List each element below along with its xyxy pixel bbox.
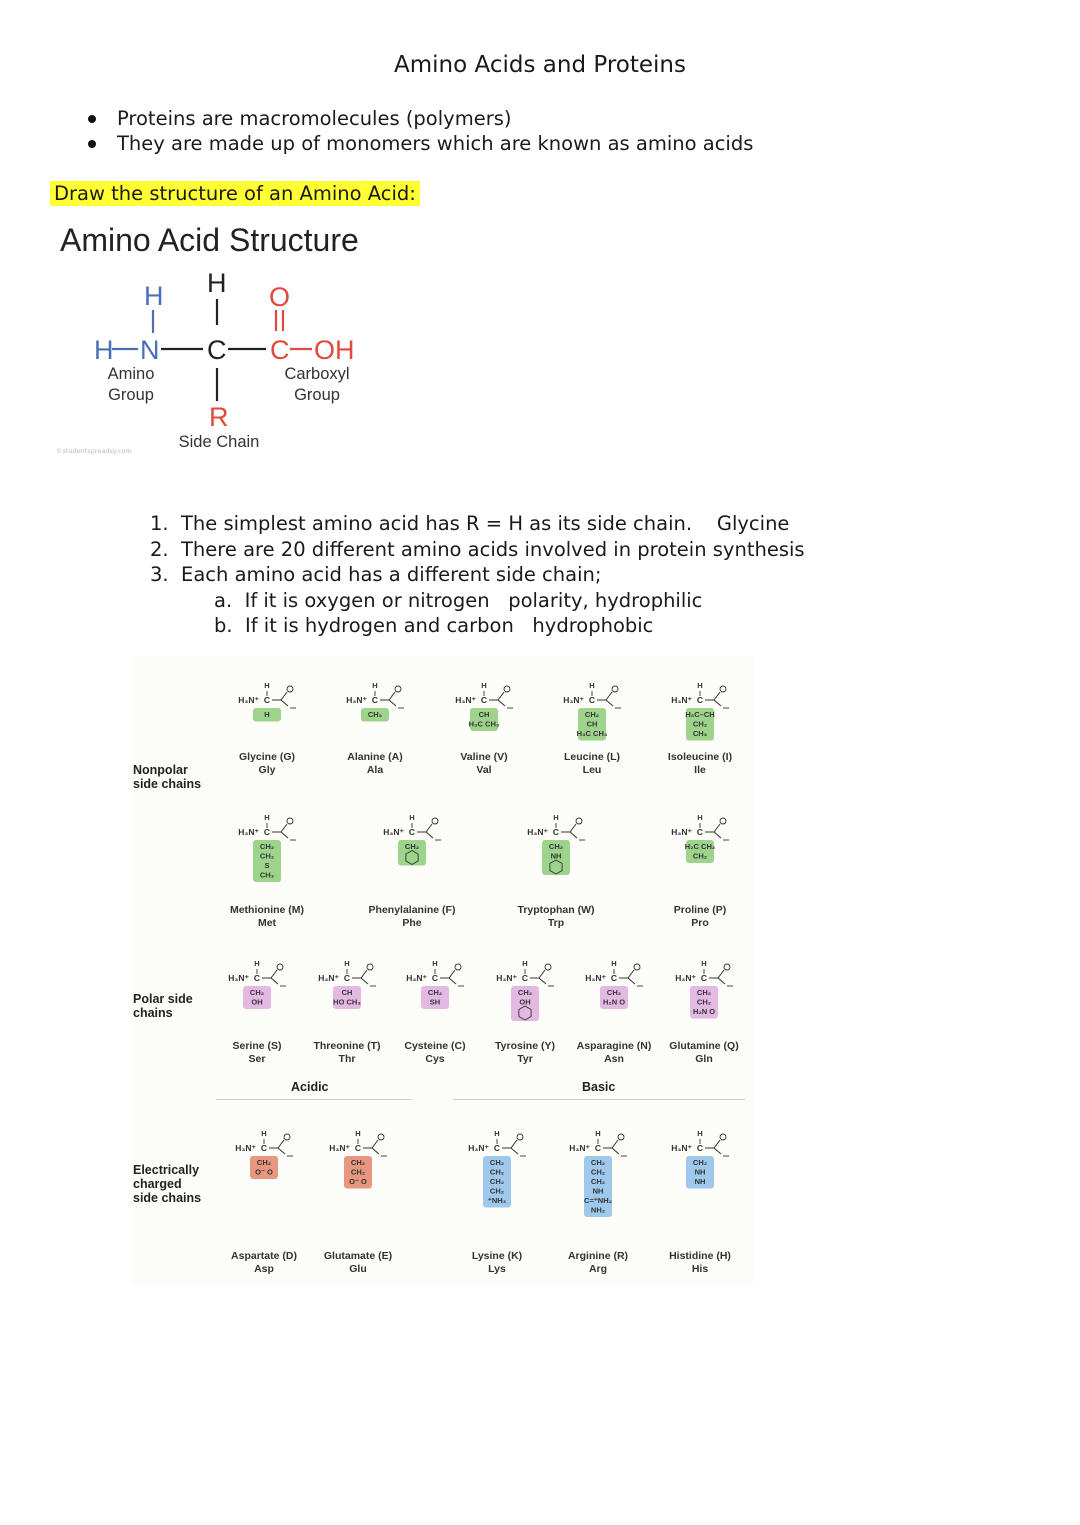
side-chain-atom: CH₂ — [259, 851, 275, 861]
carboxylate-oxygen — [504, 686, 510, 692]
side-chain-atom: CH₂ — [350, 1158, 366, 1167]
sub-list-item: b. If it is hydrogen and carbon hydrophobic — [214, 614, 654, 637]
side-chain-atom: H₃C CH₃ — [468, 719, 500, 729]
alpha-hydrogen: H — [595, 1129, 601, 1138]
document-title: Amino Acids and Proteins — [394, 52, 686, 78]
numbered-list — [150, 511, 805, 639]
side-chain-atom: CH₂ — [427, 988, 443, 997]
alpha-carbon: C — [408, 827, 416, 837]
amino-acid-molecule — [228, 959, 286, 1009]
amino-label-line2: Group — [108, 386, 154, 404]
side-chain-atom: NH₂ — [590, 1205, 606, 1215]
side-chain-atom: CH — [478, 710, 490, 719]
amino-acid-abbreviation: Trp — [547, 916, 565, 929]
alpha-hydrogen: H — [409, 813, 415, 822]
carboxylate-group — [597, 692, 613, 706]
amino-acid-name: Lysine (K) — [471, 1250, 523, 1262]
bullet-list — [88, 106, 753, 156]
amino-acid-molecule — [318, 959, 376, 1009]
side-chain-atom: CH₂ — [606, 988, 622, 997]
side-chain-atom: CH₂ — [517, 988, 533, 997]
group-label-basic: Basic — [582, 1080, 616, 1094]
amino-acid-abbreviation: Lys — [488, 1262, 506, 1275]
carboxylate-oxygen — [720, 1134, 726, 1140]
amino-acid-name: Valine (V) — [460, 751, 508, 763]
amino-acid-name: Proline (P) — [673, 904, 727, 916]
amino-acid-label — [352, 904, 472, 929]
side-chain-atom: CH₂ — [692, 851, 708, 861]
alpha-carbon: C — [371, 695, 379, 705]
carboxylate-oxygen — [378, 1134, 384, 1140]
amino-acid-label — [424, 751, 544, 776]
carboxyl-label-line2: Group — [294, 386, 340, 404]
list-item: 1. The simplest amino acid has R = H as its side chain. Glycine — [150, 512, 790, 535]
amine-group: H₃N⁺ — [527, 827, 548, 837]
side-chain-atom: CH₂ — [489, 1177, 505, 1186]
alpha-hydrogen: H — [264, 813, 270, 822]
amino-acid-abbreviation: Phe — [402, 916, 422, 929]
amine-group: H₃N⁺ — [675, 973, 696, 983]
alpha-carbon: C — [263, 827, 271, 837]
carboxylate-oxygen — [576, 818, 582, 824]
list-item: 3. Each amino acid has a different side chain; — [150, 563, 602, 586]
r-group-atom: R — [209, 402, 229, 432]
amino-acid-abbreviation: Ser — [248, 1052, 266, 1065]
amino-acid-abbreviation: Glu — [349, 1262, 367, 1275]
amino-acid-abbreviation: Gln — [695, 1052, 713, 1065]
side-chain-atom: CH₂ — [256, 1158, 272, 1167]
amino-acid-name: Isoleucine (I) — [667, 751, 733, 763]
alpha-carbon: C — [480, 695, 488, 705]
carboxylate-oxygen — [720, 686, 726, 692]
amino-acid-structure-diagram — [40, 265, 420, 460]
amine-group: H₃N⁺ — [318, 973, 339, 983]
alpha-hydrogen: H — [611, 959, 617, 968]
carboxylate-oxygen — [432, 818, 438, 824]
amino-acid-name: Glycine (G) — [238, 751, 295, 763]
carboxylate-oxygen — [545, 964, 551, 970]
amino-acid-molecule — [671, 681, 729, 741]
alpha-hydrogen: H — [432, 959, 438, 968]
carboxylate-oxygen — [455, 964, 461, 970]
side-chain-atom: S — [264, 861, 270, 870]
amino-acid-molecule — [235, 1129, 293, 1179]
amino-acid-label — [315, 751, 435, 776]
amine-group: H₃N⁺ — [228, 973, 249, 983]
carboxylate-oxygen — [367, 964, 373, 970]
amino-acid-label — [207, 751, 327, 776]
amino-acid-molecule — [527, 813, 585, 875]
amino-acid-abbreviation: Tyr — [517, 1052, 533, 1065]
side-chain-atom: CH₂ — [489, 1167, 505, 1177]
amino-acid-label — [644, 1040, 764, 1065]
amino-acid-abbreviation: Met — [257, 916, 277, 929]
amino-acid-abbreviation: Ile — [694, 763, 706, 776]
amino-acid-abbreviation: Val — [476, 763, 492, 776]
group-label-polar: Polar side chains — [133, 992, 193, 1020]
side-chain-atom: H₃C–CH — [685, 710, 715, 719]
amine-group: H₃N⁺ — [671, 827, 692, 837]
list-item: 2. There are 20 different amino acids involved in protein synthesis — [150, 537, 805, 561]
amino-acid-abbreviation: Leu — [582, 763, 602, 776]
amino-acid-name: Methionine (M) — [229, 904, 305, 916]
amine-group: H₃N⁺ — [563, 695, 584, 705]
alpha-carbon: C — [610, 973, 618, 983]
amino-acid-name: Asparagine (N) — [576, 1040, 652, 1052]
carboxylate-group — [352, 970, 368, 984]
alpha-hydrogen: H — [701, 959, 707, 968]
amine-group: H₃N⁺ — [585, 973, 606, 983]
side-chain-atom: OH — [519, 997, 531, 1007]
carboxylate-group — [363, 1140, 379, 1154]
alpha-carbon: C — [354, 1143, 362, 1153]
side-chain-atom: SH — [429, 997, 441, 1007]
alpha-hydrogen: H — [697, 1129, 703, 1138]
carboxylate-oxygen — [277, 964, 283, 970]
carboxyl-label-line1: Carboxyl — [284, 365, 350, 383]
carboxylate-oxygen — [720, 818, 726, 824]
side-chain-atom: CH₂ — [489, 1158, 505, 1167]
amino-acid-abbreviation: Ala — [366, 763, 384, 776]
answer-text: polarity, hydrophilic — [508, 588, 703, 612]
alpha-carbon: C — [431, 973, 439, 983]
amino-acid-molecule — [406, 959, 464, 1009]
amino-acid-molecule — [238, 681, 296, 722]
amine-group: H₃N⁺ — [329, 1143, 350, 1153]
alpha-carbon: C — [260, 1143, 268, 1153]
side-chain-atom: OH — [251, 997, 263, 1007]
alpha-hydrogen: H — [355, 1129, 361, 1138]
amino-acid-name: Phenylalanine (F) — [368, 904, 456, 916]
side-chain-atom: CH₃ — [259, 870, 275, 880]
alpha-hydrogen: H — [494, 1129, 500, 1138]
amino-hydrogen-left-atom: H — [94, 335, 114, 365]
side-chain-atom: H₂N O — [602, 997, 626, 1007]
amine-group: H₃N⁺ — [383, 827, 404, 837]
watermark: ©studentspreadsy.com — [56, 447, 132, 455]
side-chain-atom: HO CH₃ — [333, 997, 361, 1007]
amino-acid-name: Histidine (H) — [669, 1250, 731, 1262]
side-chain-atom: CH₂ — [692, 719, 708, 729]
side-chain-atom: CH — [341, 988, 353, 997]
alpha-hydrogen-atom: H — [207, 268, 227, 298]
carboxylate-group — [440, 970, 456, 984]
amine-group: H₃N⁺ — [238, 827, 259, 837]
side-chain-atom: CH₂ — [249, 988, 265, 997]
alpha-carbon: C — [493, 1143, 501, 1153]
amine-group: H₃N⁺ — [671, 1143, 692, 1153]
amino-acid-label — [532, 751, 652, 776]
carboxylate-oxygen — [634, 964, 640, 970]
alpha-hydrogen: H — [344, 959, 350, 968]
side-chain-atom: CH₃ — [692, 729, 708, 738]
amine-group: H₃N⁺ — [235, 1143, 256, 1153]
amino-acid-abbreviation: Asp — [254, 1262, 274, 1275]
carboxylate-oxygen — [284, 1134, 290, 1140]
amino-acid-molecule — [671, 813, 729, 863]
carboxylate-group — [705, 692, 721, 706]
amino-acid-molecule — [585, 959, 643, 1009]
amino-acid-molecule — [468, 1129, 526, 1208]
carboxylate-group — [417, 824, 433, 838]
alpha-hydrogen: H — [264, 681, 270, 690]
side-chain-atom: NH — [694, 1177, 706, 1186]
highlighted-prompt: Draw the structure of an Amino Acid: — [50, 181, 420, 206]
carboxylate-group — [619, 970, 635, 984]
carboxylate-group — [705, 824, 721, 838]
amino-acid-name: Threonine (T) — [313, 1040, 381, 1052]
hydroxyl-group: OH — [314, 335, 355, 365]
amino-acid-label — [496, 904, 616, 929]
answer-text: hydrophobic — [532, 614, 654, 637]
alpha-hydrogen: H — [522, 959, 528, 968]
side-chain-atom: ⁺NH₃ — [487, 1196, 507, 1205]
side-chain-atom: CH₂ — [584, 710, 600, 719]
bullet-item: Proteins are macromolecules (polymers) — [88, 106, 753, 131]
amino-acid-abbreviation: Arg — [588, 1262, 608, 1275]
side-chain-atom: CH₂ — [590, 1177, 606, 1186]
amino-acid-name: Tyrosine (Y) — [495, 1040, 555, 1052]
group-label-charged: Electrically charged side chains — [133, 1163, 202, 1205]
carboxylate-oxygen — [517, 1134, 523, 1140]
side-chain-atom: CH₂ — [350, 1167, 366, 1177]
side-chain-atom: C=⁺NH₂ — [584, 1196, 612, 1205]
amino-acid-molecule — [238, 813, 296, 882]
amino-acid-abbreviation: Asn — [604, 1052, 624, 1065]
carboxylate-group — [709, 970, 725, 984]
bullet-item: They are made up of monomers which are known as amino acids — [88, 131, 753, 156]
alpha-carbon: C — [594, 1143, 602, 1153]
side-chain-atom: H₂C CH₂ — [684, 842, 716, 851]
alpha-hydrogen: H — [261, 1129, 267, 1138]
answer-text: Glycine — [716, 512, 790, 535]
alpha-carbon: C — [696, 827, 704, 837]
side-chain-atom: CH — [586, 719, 598, 729]
amine-group: H₃N⁺ — [671, 695, 692, 705]
alpha-hydrogen: H — [697, 681, 703, 690]
carboxylate-group — [561, 824, 577, 838]
amino-hydrogen-top-atom: H — [144, 281, 164, 311]
carboxyl-carbon-atom: C — [270, 335, 290, 365]
carboxylate-group — [530, 970, 546, 984]
structure-title: Amino Acid Structure — [60, 222, 359, 258]
alpha-carbon: C — [696, 695, 704, 705]
carboxylate-oxygen — [618, 1134, 624, 1140]
amino-acid-molecule — [329, 1129, 387, 1189]
side-chain-atom: NH — [550, 851, 562, 861]
amino-acid-molecule — [563, 681, 621, 741]
group-label-nonpolar: Nonpolar side chains — [133, 763, 202, 791]
amino-acid-molecule — [569, 1129, 627, 1217]
amino-acid-molecule — [346, 681, 404, 722]
side-chain-atom: NH — [694, 1167, 706, 1177]
amino-acid-label — [298, 1250, 418, 1275]
amino-acid-molecule — [455, 681, 513, 731]
sub-list-item: a. If it is oxygen or nitrogen polarity, hydrophilic — [214, 588, 703, 612]
alpha-hydrogen: H — [589, 681, 595, 690]
amine-group: H₃N⁺ — [406, 973, 427, 983]
alpha-carbon: C — [700, 973, 708, 983]
amino-acid-abbreviation: Pro — [691, 916, 709, 929]
group-label-acidic: Acidic — [291, 1080, 329, 1094]
amino-acid-abbreviation: Gly — [258, 763, 276, 776]
side-chain-atom: O⁻ O — [349, 1177, 367, 1186]
alpha-hydrogen: H — [553, 813, 559, 822]
carboxylate-group — [502, 1140, 518, 1154]
alpha-carbon: C — [253, 973, 261, 983]
amino-acid-chart — [131, 656, 754, 1285]
amino-acid-label — [207, 904, 327, 929]
side-chain-atom: H — [264, 710, 270, 719]
side-chain-atom: CH₂ — [692, 1158, 708, 1167]
amine-group: H₃N⁺ — [238, 695, 259, 705]
side-chain-atom: CH₂ — [548, 842, 564, 851]
side-chain-atom: O⁻ O — [255, 1167, 273, 1177]
amino-label-line1: Amino — [107, 365, 155, 383]
alpha-carbon: C — [343, 973, 351, 983]
amine-group: H₃N⁺ — [468, 1143, 489, 1153]
carboxylate-group — [272, 824, 288, 838]
carboxylate-group — [380, 692, 396, 706]
side-chain-atom: CH₂ — [590, 1167, 606, 1177]
amino-acid-molecule — [675, 959, 733, 1019]
alpha-hydrogen: H — [372, 681, 378, 690]
carboxylate-oxygen — [287, 686, 293, 692]
amino-acid-molecule — [671, 1129, 729, 1189]
amino-acid-name: Cysteine (C) — [404, 1040, 466, 1052]
alpha-carbon: C — [263, 695, 271, 705]
amino-acid-label — [640, 1250, 760, 1275]
amino-acid-name: Leucine (L) — [563, 751, 620, 763]
side-chain-atom: CH₂ — [259, 842, 275, 851]
amino-acid-name: Aspartate (D) — [231, 1250, 297, 1262]
carboxylate-group — [269, 1140, 285, 1154]
amino-acid-abbreviation: Cys — [425, 1052, 445, 1065]
amino-acid-abbreviation: Thr — [338, 1052, 356, 1065]
side-chain-atom: CH₂ — [489, 1186, 505, 1196]
amino-acid-name: Glutamate (E) — [323, 1250, 393, 1262]
amine-group: H₃N⁺ — [496, 973, 517, 983]
amino-acid-molecule — [496, 959, 554, 1021]
carboxylate-group — [262, 970, 278, 984]
carboxylate-group — [603, 1140, 619, 1154]
alpha-hydrogen: H — [697, 813, 703, 822]
carboxylate-oxygen — [395, 686, 401, 692]
side-chain-atom: CH₂ — [404, 842, 420, 851]
amine-group: H₃N⁺ — [569, 1143, 590, 1153]
alpha-hydrogen: H — [254, 959, 260, 968]
side-chain-atom: H₃C CH₃ — [576, 729, 608, 738]
amino-acid-abbreviation: His — [691, 1262, 709, 1275]
carboxylate-group — [489, 692, 505, 706]
amine-group: H₃N⁺ — [455, 695, 476, 705]
side-chain-label: Side Chain — [178, 433, 260, 451]
alpha-carbon: C — [588, 695, 596, 705]
amino-acid-label — [640, 904, 760, 929]
alpha-carbon: C — [696, 1143, 704, 1153]
side-chain-atom: CH₂ — [590, 1158, 606, 1167]
carboxylate-group — [272, 692, 288, 706]
amino-acid-name: Serine (S) — [232, 1040, 282, 1052]
amino-acid-name: Tryptophan (W) — [517, 904, 595, 916]
amino-acid-label — [640, 751, 760, 776]
side-chain-atom: H₂N O — [692, 1007, 716, 1016]
carboxylate-oxygen — [724, 964, 730, 970]
amine-group: H₃N⁺ — [346, 695, 367, 705]
alpha-carbon-atom: C — [207, 335, 227, 365]
side-chain-atom: CH₂ — [696, 997, 712, 1007]
amino-acid-name: Alanine (A) — [347, 751, 403, 763]
side-chain-atom: CH₃ — [367, 710, 383, 719]
carboxylate-oxygen — [612, 686, 618, 692]
alpha-hydrogen: H — [481, 681, 487, 690]
amino-acid-name: Glutamine (Q) — [669, 1040, 739, 1052]
amino-acid-name: Arginine (R) — [567, 1250, 629, 1262]
side-chain-atom: CH₂ — [696, 988, 712, 997]
carboxylate-group — [705, 1140, 721, 1154]
carbonyl-oxygen-atom: O — [269, 282, 291, 312]
alpha-carbon: C — [521, 973, 529, 983]
carboxylate-oxygen — [287, 818, 293, 824]
side-chain-atom: NH — [592, 1186, 604, 1196]
nitrogen-atom: N — [140, 335, 160, 365]
alpha-carbon: C — [552, 827, 560, 837]
amino-acid-molecule — [383, 813, 441, 866]
